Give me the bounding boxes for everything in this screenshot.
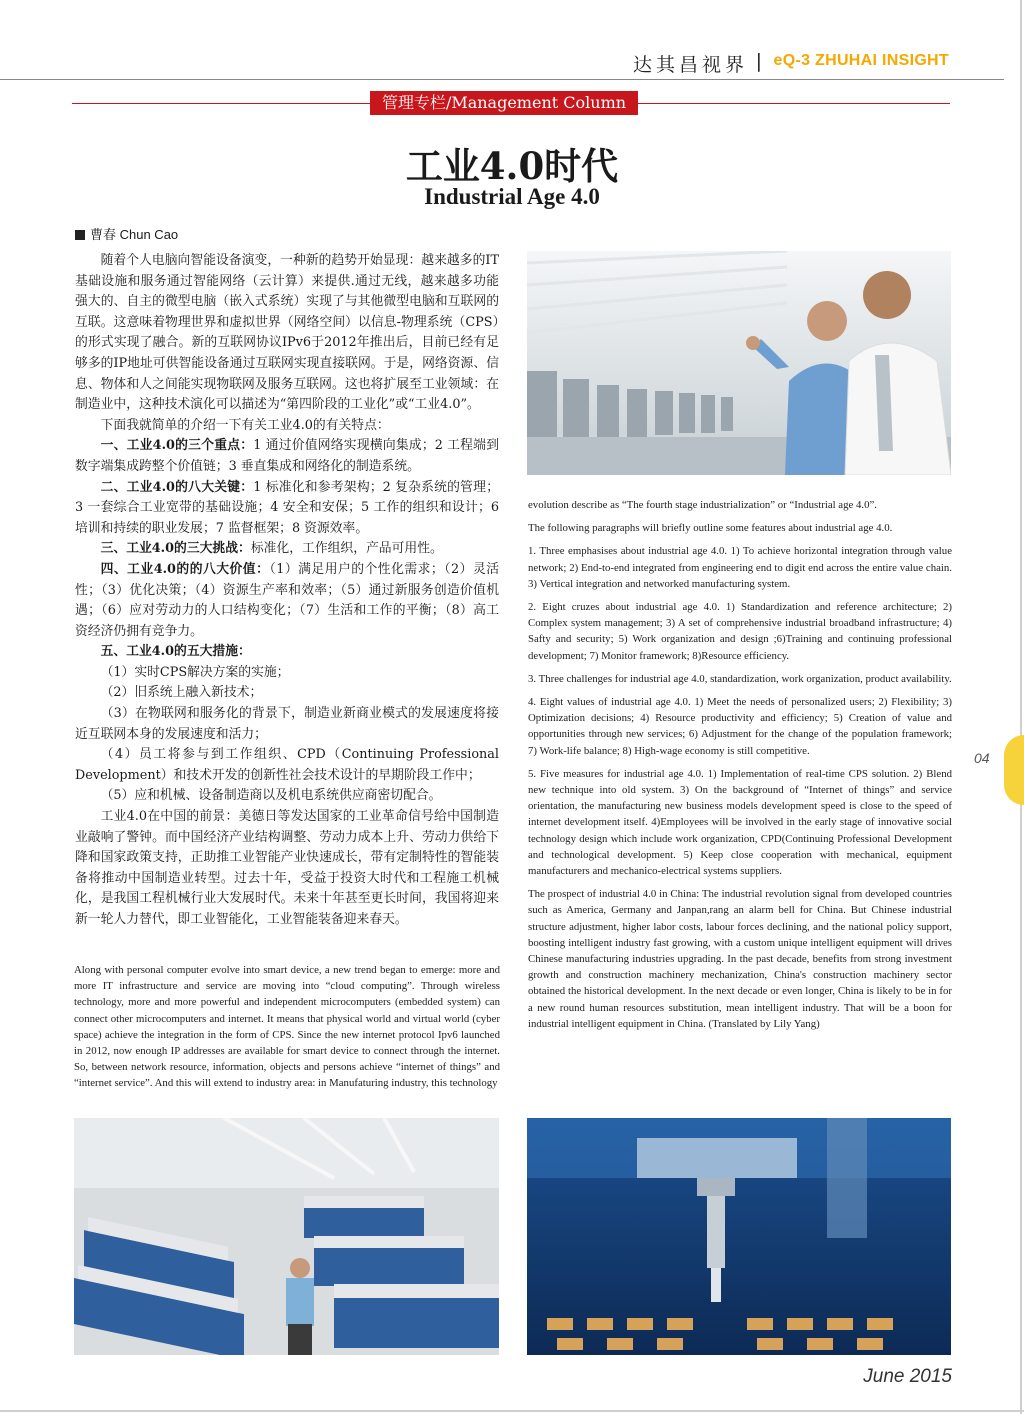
byline	[75, 224, 178, 243]
magazine-name-cn: 达其昌视界	[632, 54, 748, 76]
byline-author: 曹春 Chun Cao	[90, 227, 179, 242]
en-paragraph: 3. Three challenges for industrial age 4.0, standardization, work organization, product availability.	[528, 672, 952, 685]
page-edge-bottom	[0, 1410, 1024, 1412]
photo-circuit-illustration	[527, 1118, 951, 1355]
cn-measure-item: （1）实时CPS解决方案的实施；	[100, 664, 290, 680]
header-rule	[0, 79, 1004, 80]
en-paragraph: evolution describe as “The fourth stage industrialization” or “Industrial age 4.0”.	[528, 499, 877, 511]
en-paragraph: The following paragraphs will briefly outline some features about industrial age 4.0.	[528, 522, 893, 535]
cn-paragraph: 三、工业4.0的三大挑战：标准化，工作组织，产品可用性。	[100, 541, 443, 557]
byline-square-icon	[75, 230, 85, 240]
photo-circuit-board-machine	[527, 1118, 951, 1355]
photo-textile-illustration	[74, 1118, 499, 1355]
cn-measure-item: （4）员工将参与到工作组织、CPD（Continuing Professional Development）和技术开发的创新性社会技术设计的早期阶段工作中；	[75, 747, 499, 783]
cn-section-heading: 三、工业4.0的三大挑战：	[100, 541, 251, 557]
photo-engineers-in-factory	[527, 251, 951, 475]
page-number: 04	[974, 750, 990, 766]
cn-paragraph: 随着个人电脑向智能设备演变，一种新的趋势开始显现：越来越多的IT基础设施和服务通过智能网络（云计算）来提供.通过无线，越来越多功能强大的、自主的微型电脑（嵌入式系统）实现了与其他微型电脑和互联网的互联。这意味着物理世界和虚拟世界（网络空间）以信息-物理系统（CPS）的形式实现了融合。新的互联网协议IPv6于2012年推出后，目前已经有足够多的IP地址可供智能设备通过互联网实现直接联网。于是，网络资源、信息、物体和人之间能实现物联网及服务互联网。这也将扩展至工业领域：在制造业中，这种技术演化可以描述为“第四阶段的工业化”或“工业4.0”。	[75, 253, 499, 413]
cn-measure-item: （2）旧系统上融入新技术；	[100, 685, 263, 701]
issue-date: June 2015	[863, 1366, 952, 1387]
photo-textile-factory	[74, 1118, 499, 1355]
en-paragraph: Along with personal computer evolve into smart device, a new trend began to emerge: more and more IT infrastructure and service are moving into “cloud computing”. Through wireless technology, more and more powerful and independent microcomputers (embedded system) can connect other microcomputers and internet. It means that physical world and virtual world (cyber space) achieve the integration in the form of CPS. Since the new internet protocol Ipv6 launched in 2012, now enough IP addresses are available for smart device to connect through the internet. So, between network resource, information, objects and persons achieve “internet of things” and “internet service”. And this will extend to industry area: in Manufaturing industry, this technology	[74, 964, 500, 1090]
en-paragraph: 2. Eight cruzes about industrial age 4.0. 1) Standardization and reference architecture; 2) Complex system management; 3) A set of comprehensive industrial broadband infrastructure; 4) Safty and security; 5) Work organization and design ;6)Training and continuing professional development; 7) Monitor framework; 8)Resource efficiency.	[528, 601, 952, 662]
english-body-right	[528, 497, 952, 1039]
cn-measure-item: （5）应和机械、设备制造商以及机电系统供应商密切配合。	[100, 788, 442, 804]
header-separator: |	[755, 50, 762, 72]
page-edge-right	[1020, 0, 1022, 1414]
column-banner: 管理专栏/Management Column	[370, 91, 638, 115]
cn-paragraph: 二、工业4.0的八大关键：1 标准化和参考架构；2 复杂系统的管理；3 一套综合工业宽带的基础设施；4 安全和安保；5 工作的组织和设计；6 培训和持续的职业发展；7 监督框架；8 资源效率。	[75, 479, 499, 536]
magazine-name-en: eQ-3 ZHUHAI INSIGHT	[773, 52, 949, 69]
cn-measure-item: （3）在物联网和服务化的背景下，制造业新商业模式的发展速度将接近互联网本身的发展速度和活力；	[75, 706, 499, 742]
cn-section-heading: 五、工业4.0的五大措施：	[100, 644, 251, 660]
article-title-cn: 工业4.0时代	[405, 144, 619, 188]
page-tab	[1004, 735, 1024, 805]
cn-paragraph: 一、工业4.0的三个重点：1 通过价值网络实现横向集成；2 工程端到数字端集成跨整个价值链；3 垂直集成和网络化的制造系统。	[75, 438, 499, 474]
en-paragraph: 1. Three emphasises about industrial age 4.0. 1) To achieve horizontal integration through value network; 2) End-to-end integrated from engineering end to digit end across the entire value chain. 3) Vertical integration and networked manufacturing system.	[528, 545, 952, 590]
chinese-body	[75, 251, 499, 931]
article-title-en: Industrial Age 4.0	[424, 184, 600, 209]
cn-paragraph: 四、工业4.0的的八大价值：（1）满足用户的个性化需求；（2）灵活性；（3）优化决策；（4）资源生产率和效率；（5）通过新服务创造价值机遇；（6）应对劳动力的人口结构变化；（7）生活和工作的平衡；（8）高工资经济仍拥有竞争力。	[75, 561, 500, 639]
cn-section-heading: 一、工业4.0的三个重点：	[100, 438, 254, 454]
cn-section-heading: 二、工业4.0的八大关键：	[100, 479, 254, 495]
photo-engineers-illustration	[527, 251, 951, 475]
cn-paragraph: 下面我就简单的介绍一下有关工业4.0的有关特点：	[100, 417, 390, 433]
en-paragraph: 4. Eight values of industrial age 4.0. 1) Meet the needs of personalized users; 2) Flexibility; 3) Optimization decisions; 4) Resource productivity and efficiency; 5) Creation of value and opportunities through new services; 6) Adjustment for the change of the population framework; 7) Work-life balance; 8) High-wage economy is still competitive.	[528, 696, 952, 757]
cn-section-heading: 四、工业4.0的的八大价值：	[100, 561, 270, 577]
cn-paragraph	[75, 642, 499, 663]
en-paragraph: The prospect of industrial 4.0 in China: The industrial revolution signal from developed countries such as America, Germany and Janpan,rang an alarm bell for China. But Chinese industrial structure adjustment, higher labor costs, labour forces declining, and the national policy support, boosting intelligent industry fast growing, with a custom unique intelligent equipment will drives Chinese manufacturing industries upgrading. In the past decade, benefits from strong investment growth and construction machinery mechanization, China's construction machinery sector obtained the historical development. In the next decade or even longer, China is likely to be in for a new round human resources substitution, mean intelligent industry. That will be a boon for industrial intelligent equipment in China. (Translated by Lily Yang)	[528, 888, 952, 1030]
cn-prospect-paragraph: 工业4.0在中国的前景：美德日等发达国家的工业革命信号给中国制造业敲响了警钟。而中国经济产业结构调整、劳动力成本上升、劳动力供给下降和国家政策支持，正助推工业智能产业快速成长，带有定制特性的智能装备将推动中国制造业转型。过去十年，受益于投资大时代和工程施工机械化，是我国工程机械行业大发展时代。未来十年甚至更长时间，我国将迎来新一轮人力替代，即工业智能化，工业智能装备迎来春天。	[75, 809, 499, 927]
en-paragraph: 5. Five measures for industrial age 4.0. 1) Implementation of real-time CPS solution. 2) Blend new technique into old system. 3) On the background of “Internet of things” and service orientation, the manufacturing new business models development speed is close to the speed of internet development itself. 4)Employees will be involved in the early stage of innovative social technology design which include work organization, CPD(Continuing Professional Development and technological development. 5) Keep close cooperation with mechanical, equipment manufacturers and mechanico-electrical systems suppliers.	[528, 767, 952, 878]
english-body-left	[74, 962, 500, 1099]
